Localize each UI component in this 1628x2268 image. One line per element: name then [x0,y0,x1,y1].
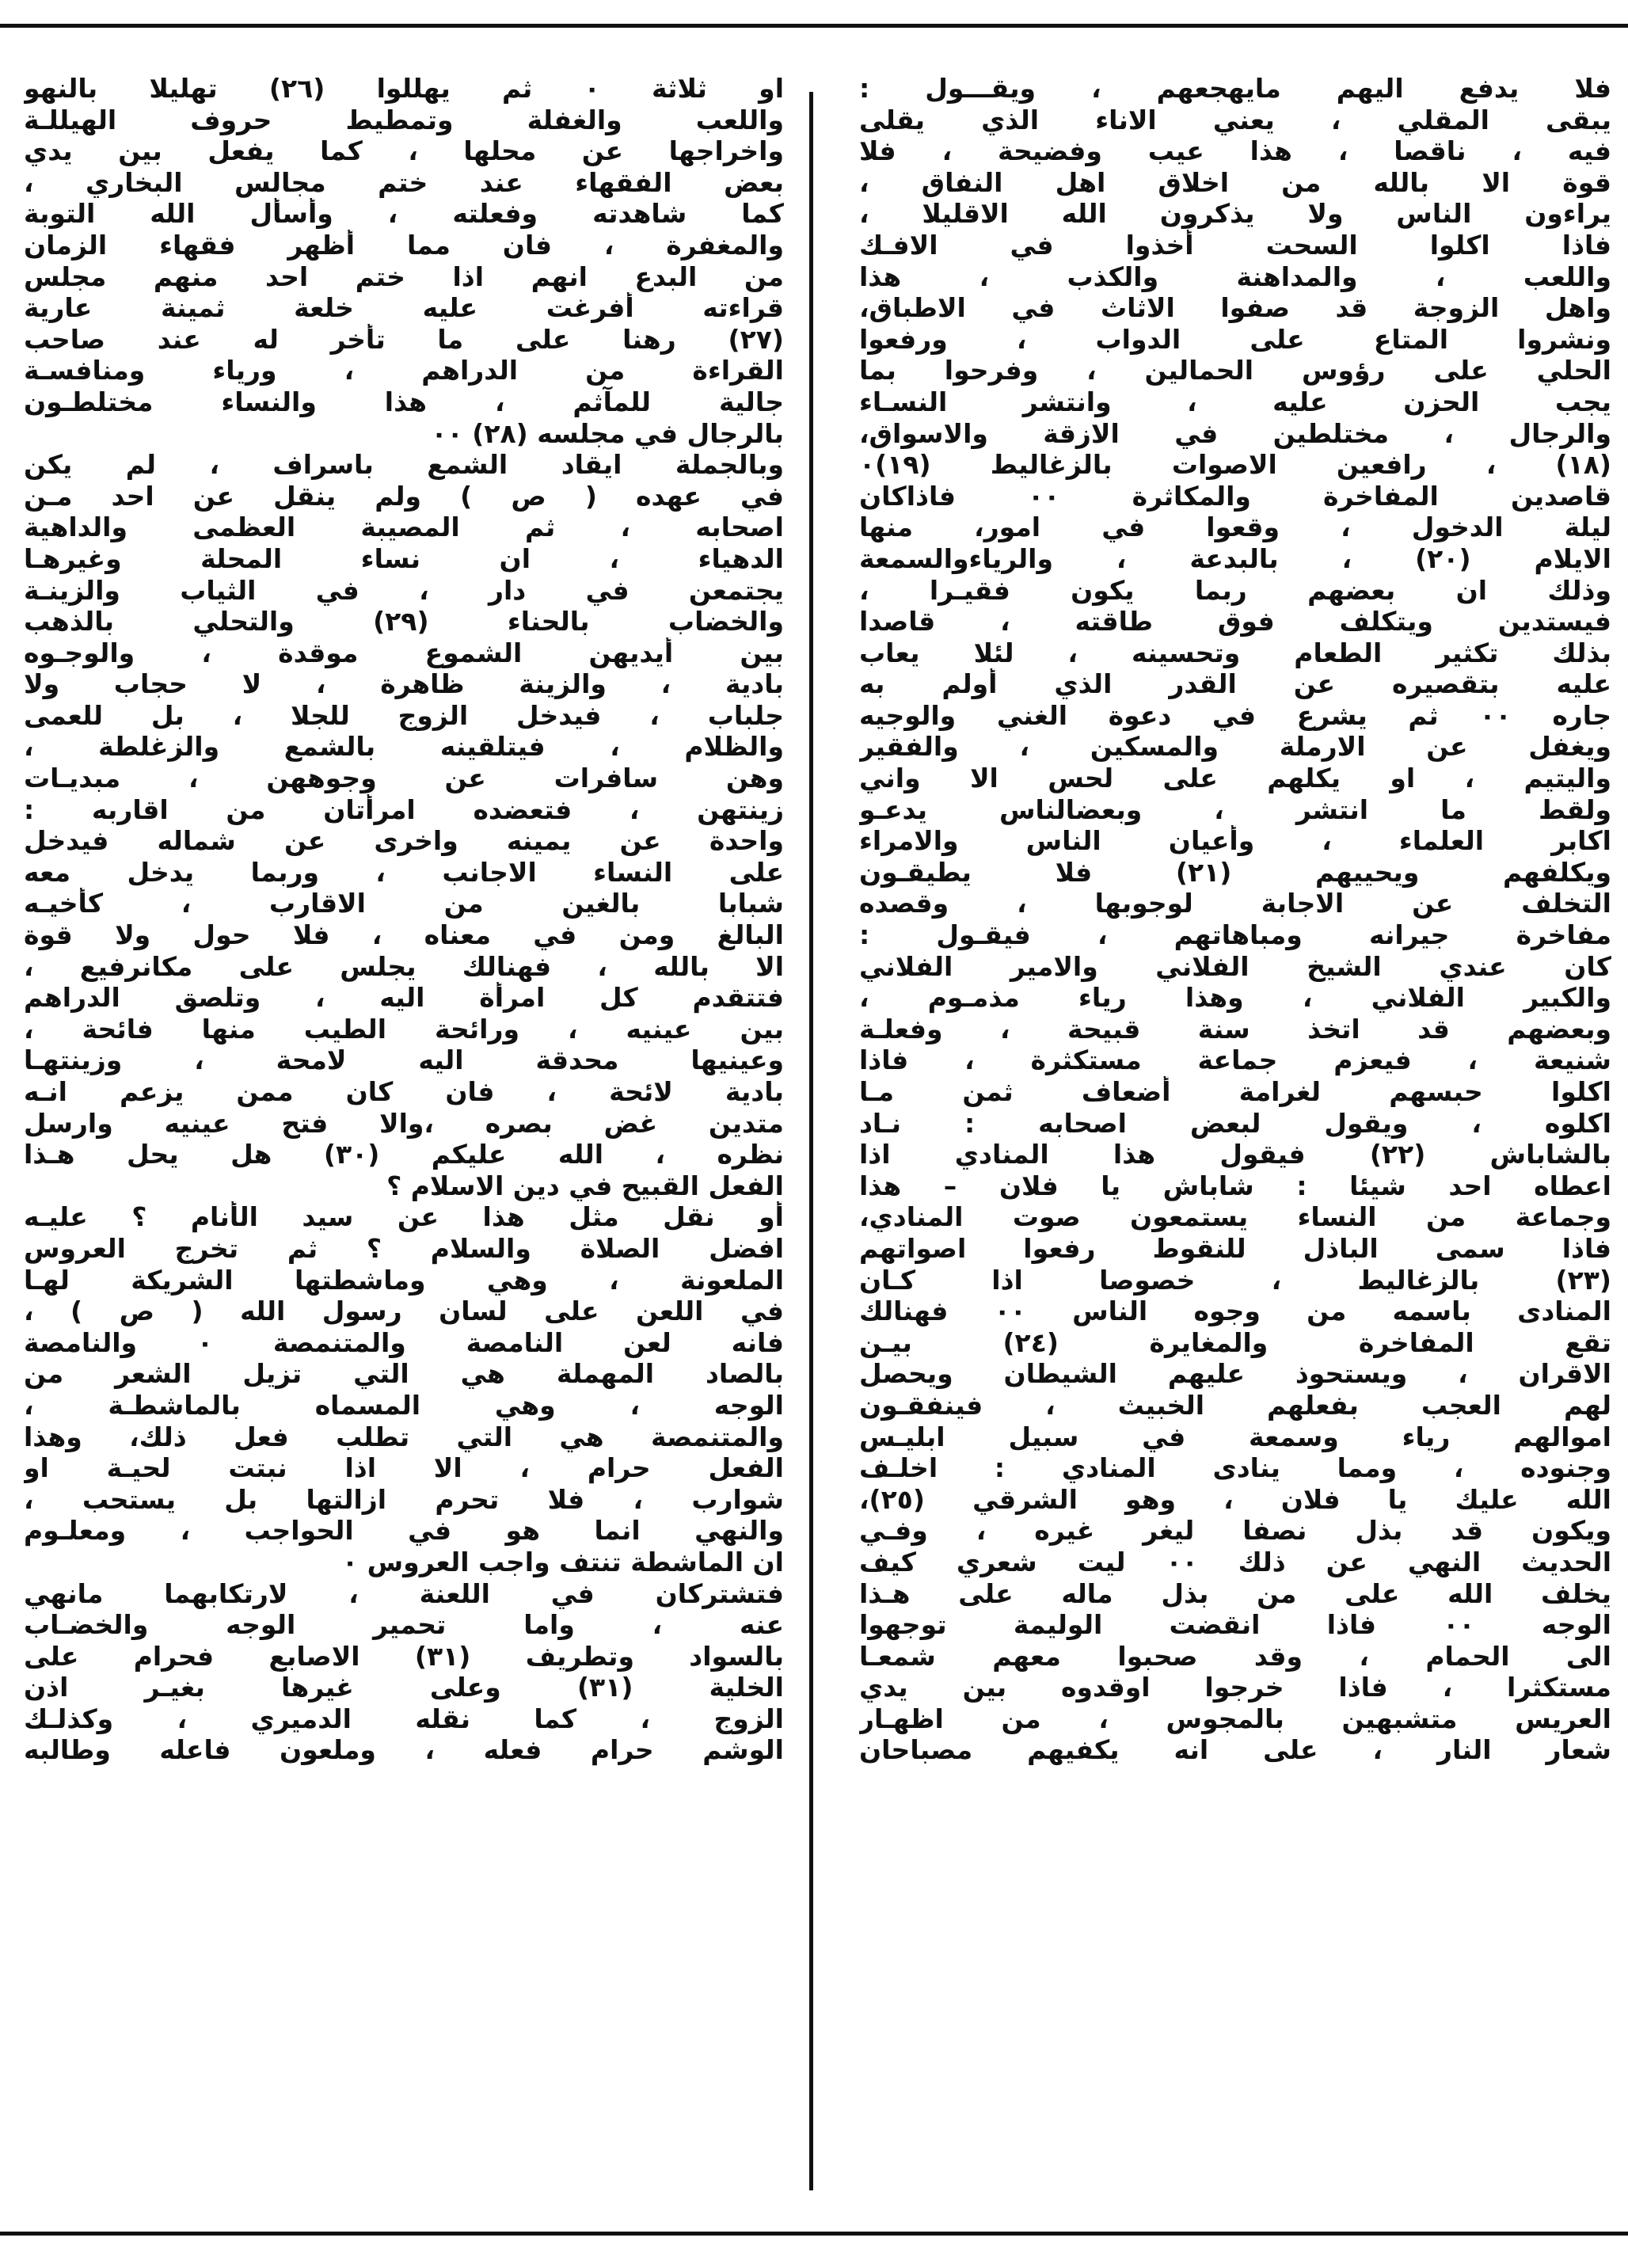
left-column-line: واخراجها عن محلها ، كما يفعل بين يدي [24,135,784,167]
left-column-line: وبالجملة ايقاد الشمع باسراف ، لم يكن [24,449,784,481]
right-column-line: وجماعة من النساء يستمعون صوت المنادي، [859,1201,1611,1233]
right-column-line: يراءون الناس ولا يذكرون الله الاقليلا ، [859,198,1611,230]
left-column-line: شوارب ، فلا تحرم ازالتها بل يستحب ، [24,1483,784,1515]
column-divider [809,92,813,2190]
left-column-line: ان الماشطة تنتف واجب العروس ٠ [342,1546,784,1577]
right-column-line: فيستدين ويتكلف فوق طاقته ، قاصدا [859,606,1611,637]
right-column-line: الى الحمام ، وقد صحبوا معهم شمعـا [859,1640,1611,1672]
right-column-line: بالشاباش (٢٢) فيقول هذا المنادي اذا [859,1139,1611,1170]
right-column-line: لهم العجب بفعلهم الخبيث ، فينفقـون [859,1389,1611,1421]
left-column-line: بين عينيه ، ورائحة الطيب منها فائحة ، [24,1013,784,1045]
left-column-line: والمغفرة ، فان مما أظهر فقهاء الزمان [24,229,784,261]
right-column-line: اعطاه احد شيئا : شاباش يا فلان – هذا [859,1170,1611,1201]
left-column-line: الدهياء ، ان نساء المحلة وغيرهـا [24,542,784,574]
left-column-line: قراءته أفرغت عليه خلعة ثمينة عارية [24,292,784,324]
right-column-line: قوة الا بالله من اخلاق اهل النفاق ، [859,166,1611,198]
left-column-line: الزوج ، كما نقله الدميري ، وكذلـك [24,1703,784,1734]
right-column-line: التخلف عن الاجابة لوجوبها ، وقصده [859,888,1611,919]
right-column-line: وجنوده ، ومما ينادى المنادي : اخلـف [859,1452,1611,1484]
left-column-line: بادية ، والزينة ظاهرة ، لا حجاب ولا [24,668,784,700]
left-column [24,73,784,2211]
right-column-line: قاصدين المفاخرة والمكاثرة ٠٠ فاذاكان [859,480,1611,512]
right-column-line: فاذا سمى الباذل للنقوط رفعوا اصواتهم [859,1232,1611,1264]
right-column-line: الله عليك يا فلان ، وهو الشرقي (٢٥)، [859,1483,1611,1515]
left-column-line: بعض الفقهاء عند ختم مجالس البخاري ، [24,166,784,198]
right-column-line: مستكثرا ، فاذا خرجوا اوقدوه بين يدي [859,1672,1611,1703]
right-column-line: ويكون قد بذل نصفا ليغر غيره ، وفـي [859,1515,1611,1547]
right-column-line: الحلي على رؤوس الحمالين ، وفرحوا بما [859,355,1611,386]
left-column-line: جلباب ، فيدخل الزوج للجلا ، بل للعمى [24,699,784,731]
right-column-line: ويكلفهم ويحييهم (٢١) فلا يطيقـون [859,856,1611,888]
left-column-line: بادية لائحة ، فان كان ممن يزعم انـه [24,1076,784,1107]
left-column-line: (٢٧) رهنا على ما تأخر له عند صاحب [24,323,784,355]
left-column-line: الا بالله ، فهنالك يجلس على مكانرفيع ، [24,950,784,982]
left-column-line: بالسواد وتطريف (٣١) الاصابع فحرام على [24,1640,784,1672]
left-column-line: افضل الصلاة والسلام ؟ ثم تخرج العروس [24,1232,784,1264]
left-column-line: والمتنمصة هي التي تطلب فعل ذلك، وهذا [24,1421,784,1452]
left-column-line: اصحابه ، ثم المصيبة العظمى والداهية [24,512,784,543]
right-column-line: وذلك ان بعضهم ربما يكون فقيـرا ، [859,574,1611,606]
left-column-line: الملعونة ، وهي وماشطتها الشريكة لهـا [24,1264,784,1296]
right-column-line: جاره ٠٠ ثم يشرع في دعوة الغني والوجيه [859,699,1611,731]
right-column-line: والرجال ، مختلطين في الازقة والاسواق، [859,417,1611,449]
right-column-line: ولقط ما انتشر ، وبعضالناس يدعـو [859,793,1611,825]
left-column-line: في عهده ( ص ) ولم ينقل عن احد مـن [24,480,784,512]
left-column-line: عنه ، واما تحمير الوجه والخضـاب [24,1609,784,1641]
left-column-line: فانه لعن النامصة والمتنمصة ٠ والنامصة [24,1326,784,1358]
left-column-line: الوشم حرام فعله ، وملعون فاعله وطالبه [24,1734,784,1766]
right-column-line: ويغفل عن الارملة والمسكين ، والفقير [859,731,1611,763]
right-column-line: عليه بتقصيره عن القدر الذي أولم به [859,668,1611,700]
left-column-line: متدين غض بصره ،والا فتح عينيه وارسل [24,1107,784,1139]
right-column-line: والكبير الفلاني ، وهذا رياء مذمـوم ، [859,982,1611,1014]
right-column-line: بذلك تكثير الطعام وتحسينه ، لئلا يعاب [859,637,1611,668]
left-column-line: وعينيها محدقة اليه لامحة ، وزينتهـا [24,1045,784,1076]
left-column-line: والنهي انما هو في الحواجب ، ومعلـوم [24,1515,784,1547]
left-column-line: القراءة من الدراهم ، ورياء ومنافسـة [24,355,784,386]
left-column-line: الفعل حرام ، الا اذا نبتت لحيـة او [24,1452,784,1484]
left-column-line: فتشتركان في اللعنة ، لارتكابهما مانهي [24,1577,784,1609]
left-column-line: والخضاب بالحناء (٢٩) والتحلي بالذهب [24,606,784,637]
right-column-line: ليلة الدخول ، وقعوا في امور، منها [859,512,1611,543]
left-column-line: في اللعن على لسان رسول الله ( ص ) ، [24,1296,784,1327]
left-column-line: أو نقل مثل هذا عن سيد الأنام ؟ عليـه [24,1201,784,1233]
right-column-line: (٢٣) بالزغاليط ، خصوصا اذا كـان [859,1264,1611,1296]
left-column-line: شبابا بالغين من الاقارب ، كأخيـه [24,888,784,919]
left-column-line: يجتمعن في دار ، في الثياب والزينـة [24,574,784,606]
right-column-line: ونشروا المتاع على الدواب ، ورفعوا [859,323,1611,355]
right-column-line: واليتيم ، او يكلهم على لحس الا واني [859,763,1611,794]
right-column-line: تقع المفاخرة والمغايرة (٢٤) بيـن [859,1326,1611,1358]
left-column-line: الخلية (٣١) وعلى غيرها بغيـر اذن [24,1672,784,1703]
left-column-line: البالغ ومن في معناه ، فلا حول ولا قوة [24,919,784,951]
left-column-line: جالية للمآثم ، هذا والنساء مختلطـون [24,386,784,417]
right-column-line: الاقران ، ويستحوذ عليهم الشيطان ويحصل [859,1358,1611,1390]
bottom-rule [0,2232,1628,2236]
left-column-line: بالرجال في مجلسه (٢٨) ٠٠ [431,417,784,449]
right-column-line: يجب الحزن عليه ، وانتشر النسـاء [859,386,1611,417]
right-column-line: وبعضهم قد اتخذ سنة قبيحة ، وفعلـة [859,1013,1611,1045]
right-column-line: فيه ، ناقصا ، هذا عيب وفضيحة ، فلا [859,135,1611,167]
left-column-line: من البدع انهم اذا ختم احد منهم مجلس [24,261,784,292]
right-column-line: مفاخرة جيرانه ومباهاتهم ، فيقـول : [859,919,1611,951]
left-column-line: والظلام ، فيتلقينه بالشمع والزغلطة ، [24,731,784,763]
left-column-line: واللعب والغفلة وتمطيط حروف الهيللـة [24,104,784,135]
right-column-line: اكابر العلماء ، وأعيان الناس والامراء [859,825,1611,857]
left-column-line: نظره ، الله عليكم (٣٠) هل يحل هـذا [24,1139,784,1170]
right-column-line: الوجه ٠٠ فاذا انقضت الوليمة توجهوا [859,1609,1611,1641]
right-column-line: شنيعة ، فيعزم جماعة مستكثرة ، فاذا [859,1045,1611,1076]
right-column-line: واهل الزوجة قد صفوا الاثاث في الاطباق، [859,292,1611,324]
right-column-line: يخلف الله على من بذل ماله على هـذا [859,1577,1611,1609]
left-column-line: وهن سافرات عن وجوههن ، مبديـات [24,763,784,794]
right-column-line: الايلام (٢٠) ، بالبدعة ، والرياءوالسمعة [859,542,1611,574]
right-column-line: فاذا اكلوا السحت أخذوا في الافـك [859,229,1611,261]
left-column-line: على النساء الاجانب ، وربما يدخل معه [24,856,784,888]
right-column-line: اموالهم رياء وسمعة في سبيل ابليـس [859,1421,1611,1452]
right-column-line: المنادى باسمه من وجوه الناس ٠٠ فهنالك [859,1296,1611,1327]
left-column-line: بين أيديهن الشموع موقدة ، والوجـوه [24,637,784,668]
right-column-line: اكلوا حبسهم لغرامة أضعاف ثمن مـا [859,1076,1611,1107]
right-column-line: شعار النار ، على انه يكفيهم مصباحان [859,1734,1611,1766]
left-column-line: زينتهن ، فتعضده امرأتان من اقاربه : [24,793,784,825]
right-column-line: (١٨) ، رافعين الاصوات بالزغاليط (١٩)٠ [859,449,1611,481]
left-column-line: واحدة عن يمينه واخرى عن شماله فيدخل [24,825,784,857]
left-column-line: فتتقدم كل امرأة اليه ، وتلصق الدراهم [24,982,784,1014]
left-column-line: او ثلاثة ٠ ثم يهللوا (٢٦) تهليلا بالنهو [24,73,784,104]
right-column-line: فلا يدفع اليهم مايهجعهم ، ويقـــول : [859,73,1611,104]
right-column-line: كان عندي الشيخ الفلاني والامير الفلاني [859,950,1611,982]
right-column-line: واللعب ، والمداهنة والكذب ، هذا [859,261,1611,292]
right-column-line: الحديث النهي عن ذلك ٠٠ ليت شعري كيف [859,1546,1611,1577]
left-column-line: كما شاهدته وفعلته ، وأسأل الله التوبة [24,198,784,230]
top-rule [0,24,1628,28]
right-column [859,73,1611,2211]
left-column-line: الفعل القبيح في دين الاسلام ؟ [386,1170,784,1201]
left-column-line: بالصاد المهملة هي التي تزيل الشعر من [24,1358,784,1390]
right-column-line: اكلوه ، ويقول لبعض اصحابه : نـاد [859,1107,1611,1139]
right-column-line: يبقى المقلي ، يعني الاناء الذي يقلى [859,104,1611,135]
left-column-line: الوجه ، وهي المسماه بالماشطـة ، [24,1389,784,1421]
right-column-line: العريس متشبهين بالمجوس ، من اظهـار [859,1703,1611,1734]
